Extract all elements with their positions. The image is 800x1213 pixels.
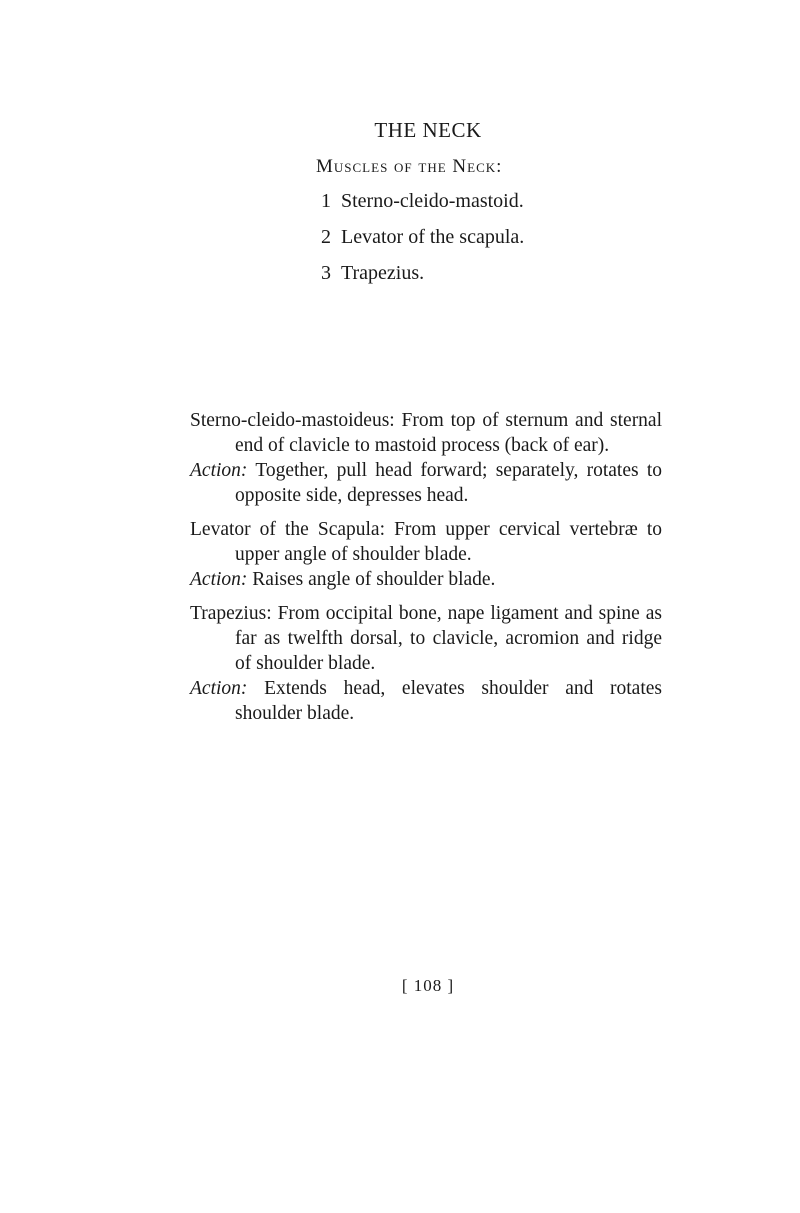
page-title: THE NECK xyxy=(374,118,482,142)
muscle-descriptions xyxy=(190,408,662,735)
entry-muscle-name: Levator of the Scapula: xyxy=(190,519,385,540)
action-text: Extends head, elevates shoulder and rotates shoulder blade. xyxy=(235,678,663,724)
entry-muscle-name: Sterno-cleido-mastoideus: xyxy=(190,410,395,431)
action-label: Action: xyxy=(190,678,248,699)
list-item xyxy=(321,223,524,259)
list-item-name: Sterno-cleido-mastoid. xyxy=(341,190,524,212)
list-item-number: 2 xyxy=(321,226,331,248)
section-subtitle: Muscles of the Neck: xyxy=(316,156,503,177)
muscle-list xyxy=(321,187,524,295)
list-item-name: Trapezius. xyxy=(341,262,425,284)
action-label: Action: xyxy=(190,460,248,481)
description-entry-levator-scapulae xyxy=(190,517,662,567)
entry-origin-text: From top of sternum and sternal end of clavicle to mastoid process (back of ear). xyxy=(235,410,663,456)
list-item-number: 1 xyxy=(321,190,331,212)
action-text: Raises angle of shoulder blade. xyxy=(252,569,496,590)
description-entry-sterno-cleido-mastoideus xyxy=(190,408,662,458)
action-label: Action: xyxy=(190,569,248,590)
action-text: Together, pull head forward; separately, rotates to opposite side, depresses head. xyxy=(235,460,662,506)
list-item xyxy=(321,187,524,223)
action-entry-trapezius xyxy=(190,676,662,726)
page-number: [ 108 ] xyxy=(401,976,455,995)
list-item xyxy=(321,259,524,295)
entry-muscle-name: Trapezius: xyxy=(190,603,272,624)
action-entry-levator-scapulae xyxy=(190,567,662,592)
action-entry-sterno-cleido-mastoideus xyxy=(190,458,662,508)
list-item-number: 3 xyxy=(321,262,331,284)
entry-origin-text: From upper cervical vertebræ to upper angle of shoulder blade. xyxy=(235,519,663,565)
list-item-name: Levator of the scapula. xyxy=(341,226,525,248)
description-entry-trapezius xyxy=(190,601,662,676)
entry-origin-text: From occipital bone, nape ligament and spine as far as twelfth dorsal, to clavicle, acromion and ridge of shoulder blade. xyxy=(235,603,662,674)
